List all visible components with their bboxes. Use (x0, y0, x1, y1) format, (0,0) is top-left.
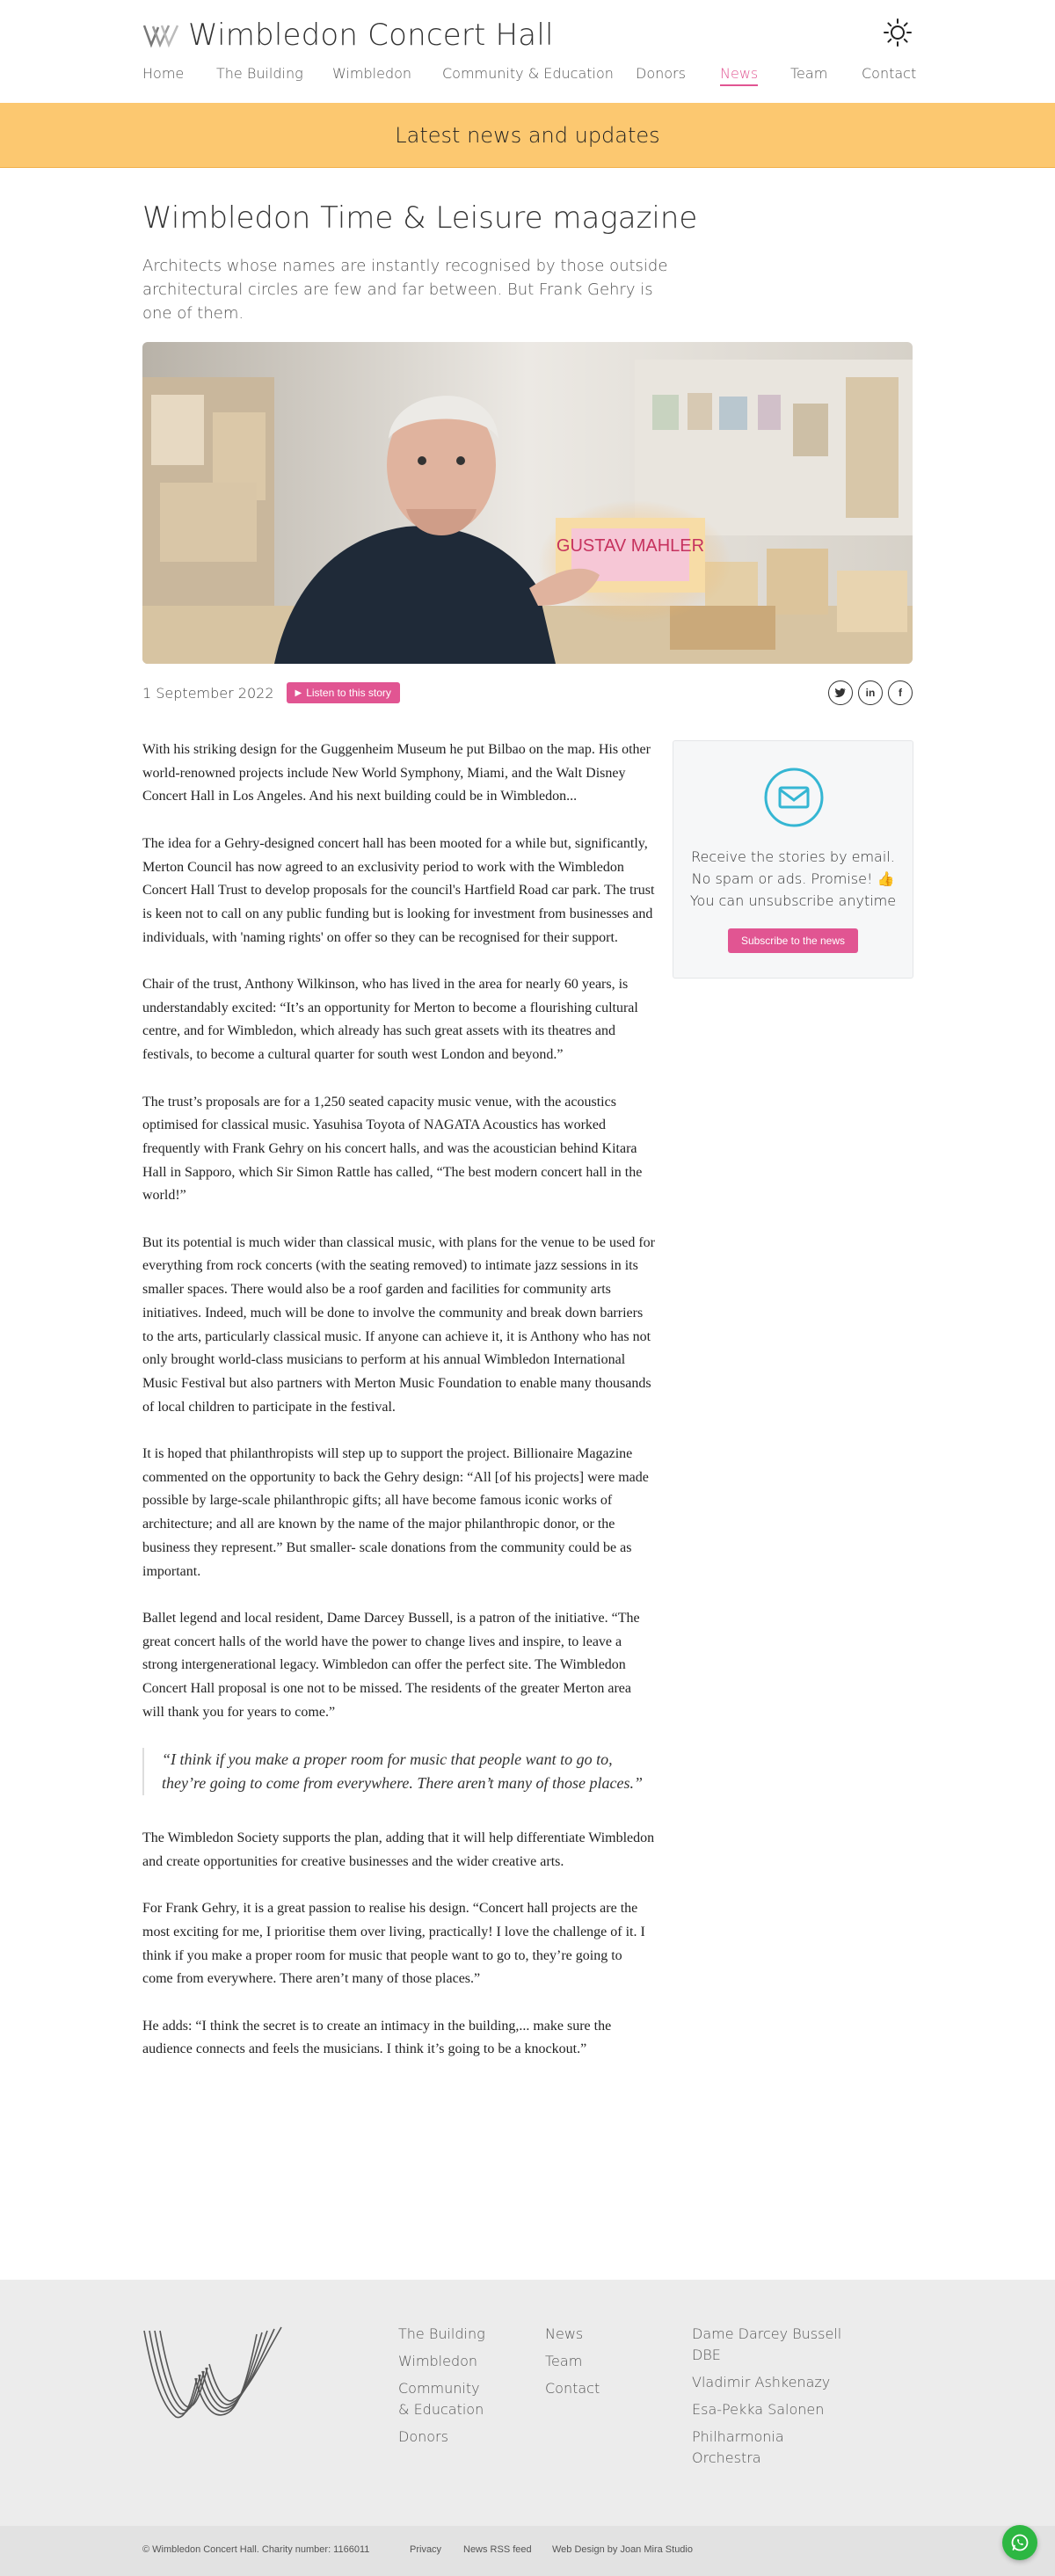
nav-news[interactable]: News (720, 65, 759, 82)
logo-link[interactable] (142, 18, 554, 53)
sun-icon[interactable] (883, 18, 913, 47)
footer-link-donors[interactable]: Donors (398, 2428, 448, 2445)
nav-donors[interactable]: Donors (636, 65, 686, 82)
footer-col-news (545, 2324, 600, 2405)
article-paragraph: He adds: “I think the secret is to create an intimacy in the building,... make sure the audience connects and feels the musicians. I think it’s going to be a knockout.” (142, 2018, 612, 2057)
article-paragraph: The Wimbledon Society supports the plan, adding that it will help differentiate Wimbledon and create opportunities for creative businesses and the wider creative arts. (142, 1830, 655, 1869)
subscribe-line-3: You can unsubscribe anytime (689, 892, 897, 909)
linkedin-icon[interactable]: in (858, 680, 883, 705)
news-banner (0, 103, 1055, 168)
copyright-text: © Wimbledon Concert Hall. Charity number: 1166011 (142, 2544, 370, 2555)
subscribe-line-1: Receive the stories by email. (691, 848, 895, 865)
nav-contact[interactable]: Contact (862, 65, 917, 82)
article-title: Wimbledon Time & Leisure magazine (142, 200, 698, 236)
nav-home[interactable]: Home (142, 65, 185, 82)
nav-the-building[interactable]: The Building (216, 65, 303, 82)
site-header (0, 0, 1055, 104)
article-paragraph: Ballet legend and local resident, Dame Darcey Bussell, is a patron of the initiative. “The great concert halls of the world have the power to change lives and inspire, to leave a strong intergenerational legacy. Wimbledon can offer the perfect site. The Wimbledon Concert Hall proposal is one not to be missed. The residents of the greater Merton area will thank you for years to come.” (142, 1610, 640, 1720)
footer-link-contact[interactable]: Contact (545, 2380, 600, 2397)
article-paragraph: But its potential is much wider than classical music, with plans for the venue to be used for everything from rock concerts (with the seating removed) to intimate jazz sessions in its smaller spaces. There would also be a roof garden and facilities for community arts initiatives. Indeed, much will be done to involve the community and break down barriers to the arts, particularly classical music. If anyone can achieve it, it is Anthony who has not only brought world-class musicians to perform at his annual Wimbledon International Music Festival but also partners with Merton Music Foundation to enable many thousands of local children to participate in the festival. (142, 1234, 655, 1415)
hero-image (142, 342, 913, 664)
footer-link-patron[interactable]: Philharmonia Orchestra (692, 2428, 784, 2466)
footer-link-building[interactable]: The Building (398, 2325, 485, 2342)
article-lede: Architects whose names are instantly recognised by those outside architectural circles are few and far between. But Frank Gehry is one of them. (142, 257, 668, 323)
logo-icon (142, 22, 179, 48)
footer-link-patron[interactable]: Esa-Pekka Salonen (692, 2401, 825, 2418)
footer-logo-icon[interactable] (142, 2325, 283, 2422)
site-footer (0, 2280, 1055, 2526)
article-paragraph: The trust’s proposals are for a 1,250 seated capacity music venue, with the acoustics optimised for classical music. Yasuhisa Toyota of NAGATA Acoustics has worked frequently with Frank Gehry on his concert halls, and was the acoustician behind Kitara Hall in Sapporo, which Sir Simon Rattle has called, “The best modern concert hall in the world!” (142, 1094, 643, 1204)
article-paragraph: Chair of the trust, Anthony Wilkinson, who has lived in the area for nearly 60 years, is understandably excited: “It’s an opportunity for Merton to become a flourishing cultural centre, and for Wimbledon, which already has such great assets with its theatres and festivals, to become a cultural quarter for south west London and beyond.” (142, 977, 638, 1063)
subscribe-text (673, 846, 913, 912)
play-icon: ▶ (295, 688, 302, 698)
nav-wimbledon[interactable]: Wimbledon (332, 65, 412, 82)
article-body (142, 739, 656, 2085)
privacy-link[interactable]: Privacy (410, 2544, 442, 2555)
footer-bottom-bar (0, 2526, 1055, 2576)
nav-community-education[interactable]: Community & Education (442, 65, 614, 82)
article-date: 1 September 2022 (142, 684, 274, 702)
subscribe-button[interactable]: Subscribe to the news (728, 928, 858, 953)
footer-col-patrons (692, 2324, 850, 2475)
footer-link-team[interactable]: Team (545, 2353, 583, 2369)
article-paragraph: With his striking design for the Guggenheim Museum he put Bilbao on the map. His other world-renowned projects include New World Symphony, Miami, and the Walt Disney Concert Hall in Los Angeles. And his next building could be in Wimbledon... (142, 742, 651, 804)
article-paragraph: The idea for a Gehry-designed concert hall has been mooted for a while but, significantly, Merton Council has now agreed to an exclusivity period to work with the Wimbledon Concert Hall Trust to develop proposals for the council's Hartfield Road car park. The trust is keen not to call on any public funding but is looking for investment from businesses and individuals, with 'naming rights' on offer so they can be recognised for their support. (142, 835, 655, 945)
article-meta (142, 680, 913, 705)
article-paragraph: For Frank Gehry, it is a great passion to realise his design. “Concert hall projects are the most exciting for me, I prioritise them over living, practically! I love the challenge of it. I think if you make a proper room for music that people want to go to, they’re going to come from everywhere. There aren’t many of those places.” (142, 1901, 645, 1987)
mail-icon (764, 768, 824, 827)
subscribe-line-2: No spam or ads. Promise! 👍 (691, 870, 895, 887)
article-paragraph: It is hoped that philanthropists will step up to support the project. Billionaire Magazine commented on the opportunity to back the Gehry design: “All [of his projects] were made possible by large-scale philanthropic gifts; all have become famous iconic works of architecture; and all are known by the name of the major philanthropic donor, or the business they represent.” But smaller- scale donations from the community could be as important. (142, 1446, 649, 1579)
footer-link-patron[interactable]: Vladimir Ashkenazy (692, 2374, 831, 2390)
twitter-icon[interactable] (828, 680, 853, 705)
footer-link-patron[interactable]: Dame Darcey Bussell DBE (692, 2325, 842, 2363)
hero-sign-text: GUSTAV MAHLER (556, 536, 705, 556)
site-title: Wimbledon Concert Hall (188, 18, 554, 53)
footer-link-community[interactable]: Community & Education (398, 2380, 484, 2418)
footer-link-news[interactable]: News (545, 2325, 584, 2342)
listen-button[interactable] (287, 682, 400, 703)
whatsapp-icon (1010, 2533, 1030, 2552)
nav-team[interactable]: Team (790, 65, 828, 82)
footer-col-site (398, 2324, 495, 2454)
credit-link[interactable]: Web Design by Joan Mira Studio (552, 2544, 693, 2555)
subscribe-box (673, 740, 913, 979)
pull-quote: “I think if you make a proper room for music that people want to go to, they’re going to come from everywhere. There aren’t many of those places.” (142, 1748, 656, 1795)
listen-label: Listen to this story (306, 687, 391, 699)
banner-title: Latest news and updates (395, 122, 660, 148)
facebook-icon[interactable]: f (888, 680, 913, 705)
footer-link-wimbledon[interactable]: Wimbledon (398, 2353, 478, 2369)
whatsapp-button[interactable] (1002, 2525, 1037, 2560)
share-links (823, 680, 913, 705)
rss-link[interactable]: News RSS feed (463, 2544, 532, 2555)
hero-illustration (142, 342, 913, 664)
